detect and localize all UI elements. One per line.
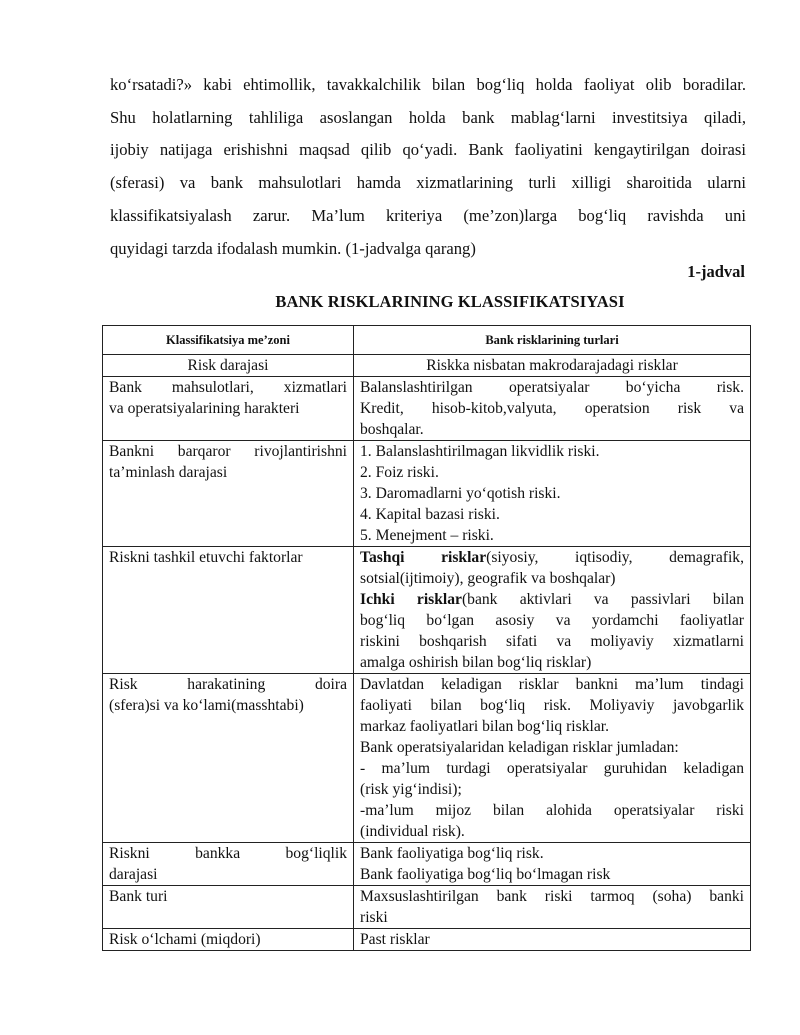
table-row — [103, 929, 751, 951]
header-risk-types: Bank risklarining turlari — [354, 326, 751, 355]
internal-risks-line — [360, 589, 744, 610]
types-text: Riskka nisbatan makrodarajadagi risklar — [426, 357, 678, 374]
types-text: Maxsuslashtirilgan bank riski tarmoq (soha) banki — [360, 888, 744, 905]
table-row — [103, 843, 751, 886]
table-row — [103, 355, 751, 377]
criterion-cell — [103, 355, 354, 377]
external-risks-text: sotsial(ijtimoiy), geografik va boshqalar) — [360, 570, 616, 587]
types-cell — [354, 377, 751, 441]
types-text: (risk yig‘indisi); — [360, 781, 462, 798]
risk-classification-table — [102, 325, 751, 951]
paragraph-line: quyidagi tarzda ifodalash mumkin. (1-jadvalga qarang) — [110, 238, 476, 258]
internal-risks-text: bog‘liq bo‘lgan asosiy va yordamchi faoliyatlar — [360, 612, 744, 629]
types-text: 1. Balanslashtirilmagan likvidlik riski. — [360, 443, 600, 460]
criterion-cell — [103, 377, 354, 441]
criterion-text: (sfera)si va ko‘lami(masshtabi) — [109, 697, 304, 714]
table-row — [103, 674, 751, 843]
external-risks-line — [360, 547, 744, 568]
types-text: 3. Daromadlarni yo‘qotish riski. — [360, 485, 561, 502]
criterion-text: Bankni barqaror rivojlantirishni — [109, 443, 347, 460]
table-row — [103, 547, 751, 674]
types-text: Bank operatsiyalaridan keladigan risklar jumladan: — [360, 739, 679, 756]
types-text: Past risklar — [360, 931, 430, 948]
criterion-cell — [103, 886, 354, 929]
table-row — [103, 441, 751, 547]
types-cell — [354, 441, 751, 547]
table-number: 1-jadval — [687, 262, 745, 281]
criterion-text: Riskni bankka bog‘liqlik — [109, 845, 347, 862]
criterion-text: Bank mahsulotlari, xizmatlari — [109, 379, 347, 396]
criterion-text: Bank turi — [109, 888, 168, 905]
types-text: riski — [360, 909, 388, 926]
criterion-text: Risk o‘lchami (miqdori) — [109, 931, 261, 948]
paragraph-line: klassifikatsiyalash zarur. Ma’lum kriteriya (me’zon)larga bog‘liq ravishda uni — [110, 205, 746, 225]
criterion-text: va operatsiyalarining harakteri — [109, 400, 300, 417]
internal-risks-text: riskini boshqarish sifati va moliyaviy xizmatlarni — [360, 633, 744, 650]
external-risks-label: Tashqi risklar — [360, 549, 487, 566]
table-row — [103, 377, 751, 441]
criterion-cell — [103, 843, 354, 886]
types-text: Bank faoliyatiga bog‘liq risk. — [360, 845, 544, 862]
types-cell — [354, 843, 751, 886]
internal-risks-label: Ichki risklar — [360, 591, 462, 608]
types-text: -ma’lum mijoz bilan alohida operatsiyalar riski — [360, 802, 744, 819]
types-text: faoliyati bilan bog‘liq risk. Moliyaviy javobgarlik — [360, 697, 744, 714]
header-criterion: Klassifikatsiya me’zoni — [103, 326, 354, 355]
types-text: boshqalar. — [360, 421, 424, 438]
internal-risks-text: (bank aktivlari va passivlari bilan — [461, 591, 744, 608]
external-risks-text: (siyosiy, iqtisodiy, demagrafik, — [486, 549, 744, 566]
types-text: 5. Menejment – riski. — [360, 527, 494, 544]
table-header-row — [103, 326, 751, 355]
types-text: Bank faoliyatiga bog‘liq bo‘lmagan risk — [360, 866, 611, 883]
criterion-text: Risk darajasi — [187, 357, 269, 374]
criterion-text: darajasi — [109, 866, 158, 883]
criterion-text: ta’minlash darajasi — [109, 464, 228, 481]
types-text: Balanslashtirilgan operatsiyalar bo‘yicha risk. — [360, 379, 744, 396]
types-cell — [354, 547, 751, 674]
internal-risks-text: amalga oshirish bilan bog‘liq risklar) — [360, 654, 592, 671]
criterion-text: Riskni tashkil etuvchi faktorlar — [109, 549, 303, 566]
table-title: BANK RISKLARINING KLASSIFIKATSIYASI — [275, 292, 625, 311]
criterion-cell — [103, 674, 354, 843]
paragraph-line: ijobiy natijaga erishishni maqsad qilib qo‘yadi. Bank faoliyatini kengaytirilgan doirasi — [110, 140, 746, 160]
criterion-cell — [103, 441, 354, 547]
types-cell — [354, 886, 751, 929]
paragraph-line: ko‘rsatadi?» kabi ehtimollik, tavakkalchilik bilan bog‘liq holda faoliyat olib boradilar. — [110, 75, 746, 94]
types-cell — [354, 929, 751, 951]
types-text: 2. Foiz riski. — [360, 464, 439, 481]
criterion-text: Risk harakatining doira — [109, 676, 347, 693]
criterion-cell — [103, 929, 354, 951]
types-cell — [354, 674, 751, 843]
types-text: 4. Kapital bazasi riski. — [360, 506, 500, 523]
types-text: markaz faoliyatlari bilan bog‘liq risklar. — [360, 718, 609, 735]
paragraph-line: (sferasi) va bank mahsulotlari hamda xizmatlarining turli xilligi sharoitida ularni — [110, 173, 746, 193]
intro-paragraph — [110, 69, 746, 265]
types-text: Kredit, hisob-kitob,valyuta, operatsion risk va — [360, 400, 744, 417]
types-text: Davlatdan keladigan risklar bankni ma’lum tindagi — [360, 676, 744, 693]
table-row — [103, 886, 751, 929]
criterion-cell — [103, 547, 354, 674]
types-text: (individual risk). — [360, 823, 465, 840]
types-cell — [354, 355, 751, 377]
paragraph-line: Shu holatlarning tahliliga asoslangan holda bank mablag‘larni investitsiya qiladi, — [110, 107, 746, 127]
types-text: - ma’lum turdagi operatsiyalar guruhidan keladigan — [360, 760, 744, 777]
